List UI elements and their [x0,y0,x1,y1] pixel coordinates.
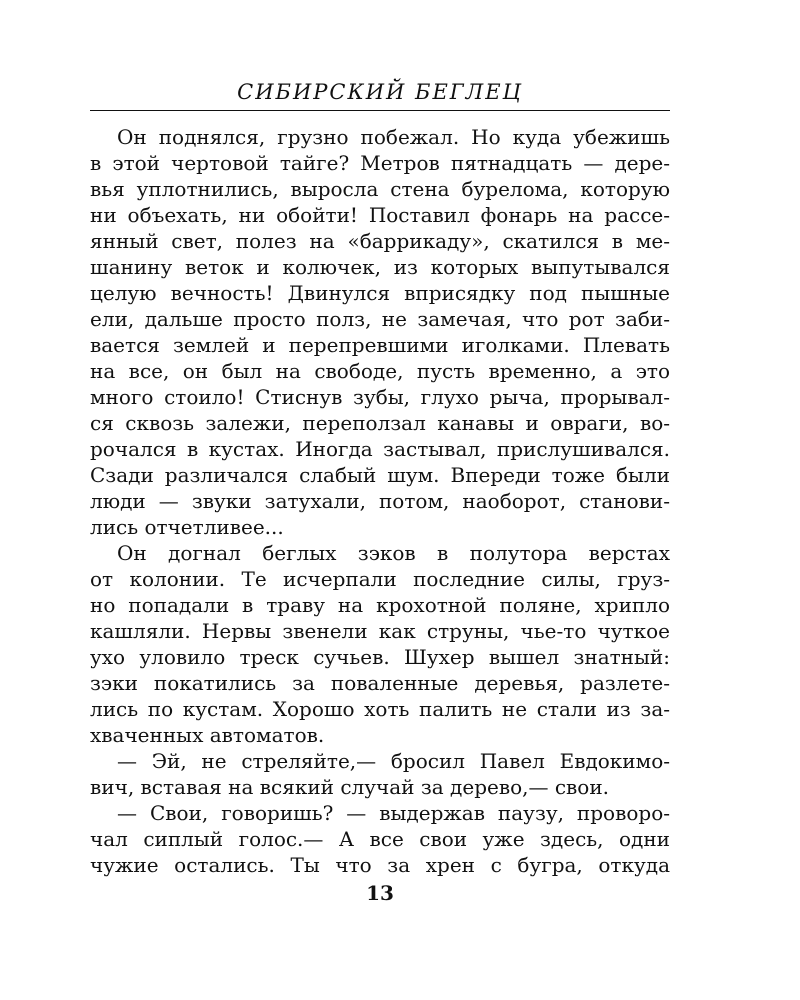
text-line: на все, он был на свободе, пусть временно, а это [90,359,670,383]
text-line: Он догнал беглых зэков в полутора верстах [117,541,670,565]
text-line: шанину веток и колючек, из которых выпутывался [90,255,670,279]
text-line: зэки покатились за поваленные деревья, разлете- [90,671,670,695]
page-number: 13 [366,881,394,905]
text-line: ни объехать, ни обойти! Поставил фонарь на рассе- [90,203,670,227]
text-line: много стоило! Стиснув зубы, глухо рыча, прорывал- [90,385,670,409]
text-line: ели, дальше просто полз, не замечая, что рот заби- [90,307,670,331]
text-line: чужие остались. Ты что за хрен с бугра, откуда [90,853,670,877]
text-line: — Свои, говоришь? — выдержав паузу, проворо- [117,801,670,825]
text-line: Сзади различался слабый шум. Впереди тоже были [90,463,670,487]
text-line: ухо уловило треск сучьев. Шухер вышел знатный: [90,645,670,669]
text-line: от колонии. Те исчерпали последние силы, груз- [90,567,670,591]
body-text [90,124,670,878]
text-line: целую вечность! Двинулся вприсядку под пышные [90,281,670,305]
header-rule [90,110,670,111]
text-line: вается землей и перепревшими иголками. Плевать [90,333,670,357]
text-line: вич, вставая на всякий случай за дерево,— свои. [90,775,610,799]
text-line: — Эй, не стреляйте,— бросил Павел Евдокимо- [117,749,670,773]
text-line: люди — звуки затухали, потом, наоборот, станови- [90,489,670,513]
text-line: рочался в кустах. Иногда застывал, прислушивался. [90,437,670,461]
text-line: янный свет, полез на «баррикаду», скатился в ме- [90,229,670,253]
text-line: но попадали в траву на крохотной поляне, хрипло [90,593,670,617]
text-line: ся сквозь залежи, переползал канавы и овраги, во- [90,411,670,435]
text-line: лись отчетливее... [90,515,284,539]
text-line: в этой чертовой тайге? Метров пятнадцать — дере- [90,151,670,175]
running-header: СИБИРСКИЙ БЕГЛЕЦ [237,80,523,104]
text-line: лись по кустам. Хорошо хоть палить не стали из за- [90,697,670,721]
text-line: хваченных автоматов. [90,723,325,747]
text-line: Он поднялся, грузно побежал. Но куда убежишь [117,125,670,149]
text-line: чал сиплый голос.— А все свои уже здесь, одни [90,827,670,851]
text-line: кашляли. Нервы звенели как струны, чье-то чуткое [90,619,670,643]
text-line: вья уплотнились, выросла стена бурелома, которую [90,177,670,201]
